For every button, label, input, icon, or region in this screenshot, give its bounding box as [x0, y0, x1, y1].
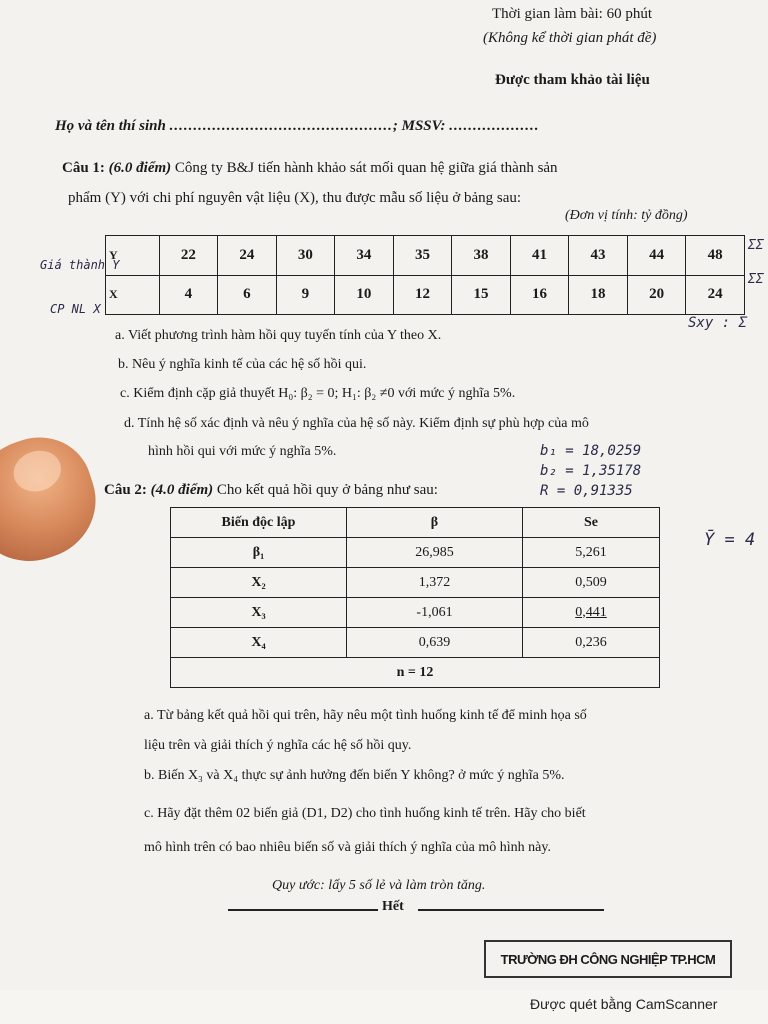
q2-item-c: c. Hãy đặt thêm 02 biến giả (D1, D2) cho tình huống kinh tế trên. Hãy cho biết	[144, 806, 586, 821]
end-rule-left	[228, 909, 378, 911]
q1-line1	[62, 160, 558, 177]
y-value: 43	[569, 236, 628, 276]
hw-row-x-note: CP NL X	[50, 302, 101, 316]
reference-allowed: Được tham khảo tài liệu	[495, 72, 650, 88]
q1-unit: (Đơn vị tính: tỷ đồng)	[565, 208, 688, 223]
exam-time-note: (Không kể thời gian phát đề)	[483, 30, 657, 46]
var-name: β₁	[171, 538, 347, 568]
q1-item-b: b. Nêu ý nghĩa kinh tế của các hệ số hồi qui.	[118, 357, 367, 372]
hw-b1: b₁ = 18,0259	[540, 443, 642, 459]
q1-data-table	[105, 235, 745, 315]
var-name: X₂	[171, 568, 347, 598]
x-value: 6	[218, 275, 277, 315]
q1-text-line2: phẩm (Y) với chi phí nguyên vật liệu (X), thu được mẫu số liệu ở bảng sau:	[68, 190, 522, 206]
se-value: 0,236	[523, 628, 660, 658]
student-name-line	[55, 118, 540, 135]
rounding-rule: Quy ước: lấy 5 số lẻ và làm tròn tăng.	[272, 878, 486, 893]
y-value: 41	[510, 236, 569, 276]
row-y-label: Y	[106, 236, 160, 276]
var-name: X₄	[171, 628, 347, 658]
q1-row-y	[106, 236, 745, 276]
x-value: 16	[510, 275, 569, 315]
q2-item-a: a. Từ bảng kết quả hồi qui trên, hãy nêu một tình huống kinh tế để minh họa số	[144, 708, 587, 723]
school-stamp: TRƯỜNG ĐH CÔNG NGHIỆP TP.HCM	[484, 940, 732, 978]
q1-points: (6.0 điểm)	[108, 160, 172, 176]
q1-text-line1: Công ty B&J tiến hành khảo sát mối quan hệ giữa giá thành sản	[174, 160, 558, 176]
q2-header-row	[171, 508, 660, 538]
y-value: 44	[627, 236, 686, 276]
student-name-dots: ...............................................	[169, 118, 393, 134]
q2-text: Cho kết quả hồi quy ở bảng như sau:	[216, 482, 438, 498]
student-name-label: Họ và tên thí sinh	[55, 118, 166, 134]
x-value: 9	[276, 275, 335, 315]
hw-sxy: Sxy : Σ	[688, 315, 748, 331]
x-value: 12	[393, 275, 452, 315]
q1-item-d-cont: hình hồi qui với mức ý nghĩa 5%.	[148, 444, 337, 459]
y-value: 22	[159, 236, 218, 276]
y-value: 34	[335, 236, 394, 276]
mssv-dots: ...................	[449, 118, 540, 134]
x-value: 18	[569, 275, 628, 315]
hw-margin-mid: ΣΣ	[748, 272, 764, 287]
q2-item-a-cont: liệu trên và giải thích ý nghĩa các hệ số hồi quy.	[144, 738, 412, 753]
q2-regression-table	[170, 507, 660, 688]
exam-time: Thời gian làm bài: 60 phút	[492, 6, 652, 22]
y-value: 35	[393, 236, 452, 276]
y-value: 24	[218, 236, 277, 276]
table-row	[171, 628, 660, 658]
y-value: 48	[686, 236, 745, 276]
table-row	[171, 538, 660, 568]
q2-line	[104, 482, 438, 499]
x-value: 4	[159, 275, 218, 315]
hw-ybar: Ȳ = 4	[704, 530, 756, 550]
hw-b2: b₂ = 1,35178	[540, 463, 642, 479]
q1-item-c: c. Kiểm định cặp giả thuyết H₀: β₂ = 0; H₁: β₂ ≠0 với mức ý nghĩa 5%.	[120, 386, 516, 401]
se-value: 5,261	[523, 538, 660, 568]
q1-item-a: a. Viết phương trình hàm hồi quy tuyến tính của Y theo X.	[115, 328, 442, 343]
q1-item-d: d. Tính hệ số xác định và nêu ý nghĩa của hệ số này. Kiểm định sự phù hợp của mô	[124, 416, 589, 431]
hw-r: R = 0,91335	[540, 483, 633, 499]
table-row	[171, 598, 660, 628]
end-rule-right	[418, 909, 604, 911]
row-x-label: X	[106, 275, 160, 315]
q1-row-x	[106, 275, 745, 315]
q1-title: Câu 1:	[62, 160, 105, 176]
camscanner-footer: Được quét bằng CamScanner	[530, 996, 718, 1012]
x-value: 24	[686, 275, 745, 315]
x-value: 20	[627, 275, 686, 315]
se-value: 0,509	[523, 568, 660, 598]
header-beta: β	[347, 508, 523, 538]
x-value: 10	[335, 275, 394, 315]
beta-value: 26,985	[347, 538, 523, 568]
header-variable: Biến độc lập	[171, 508, 347, 538]
se-value: 0,441	[523, 598, 660, 628]
hw-margin-top: ΣΣ	[748, 238, 764, 253]
beta-value: 1,372	[347, 568, 523, 598]
end-mark: Hết	[382, 899, 404, 914]
q2-item-c-cont: mô hình trên có bao nhiêu biến số và giải thích ý nghĩa của mô hình này.	[144, 840, 551, 855]
y-value: 30	[276, 236, 335, 276]
beta-value: 0,639	[347, 628, 523, 658]
mssv-label: ; MSSV:	[392, 118, 446, 134]
q2-points: (4.0 điểm)	[150, 482, 214, 498]
header-se: Se	[523, 508, 660, 538]
hw-row-y-note: Giá thành Y	[40, 258, 120, 272]
y-value: 38	[452, 236, 511, 276]
var-name: X₃	[171, 598, 347, 628]
table-row	[171, 568, 660, 598]
sample-size: n = 12	[171, 658, 660, 688]
beta-value: -1,061	[347, 598, 523, 628]
q2-item-b: b. Biến X₃ và X₄ thực sự ảnh hưởng đến biến Y không? ở mức ý nghĩa 5%.	[144, 768, 565, 783]
x-value: 15	[452, 275, 511, 315]
q2-title: Câu 2:	[104, 482, 147, 498]
q2-footer-row	[171, 658, 660, 688]
